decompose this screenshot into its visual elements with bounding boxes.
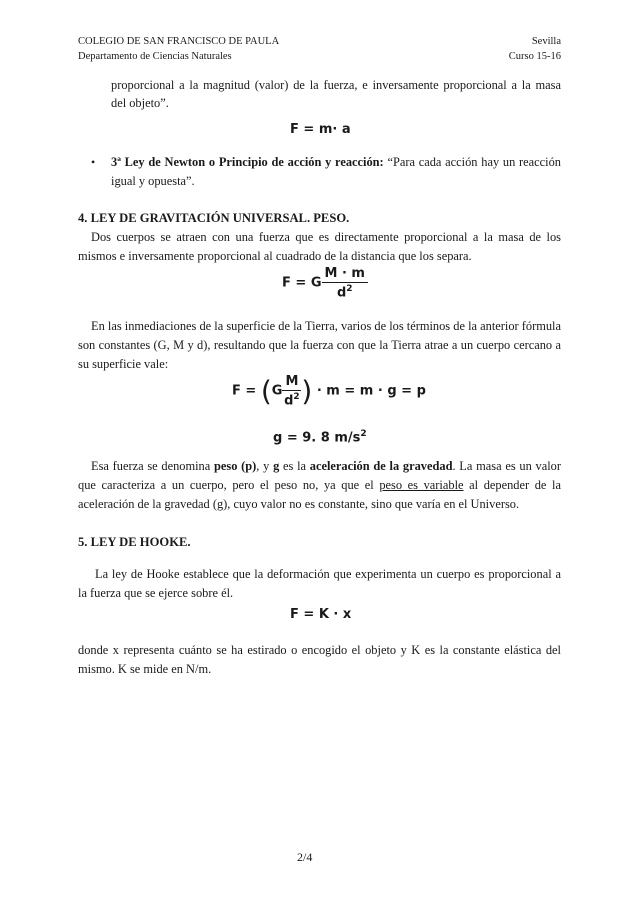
section5-para2: donde x representa cuánto se ha estirado o encogido el objeto y K es la constante elástica del mismo. K se mide en N/m.: [78, 643, 561, 676]
header-department: Departamento de Ciencias Naturales: [78, 51, 232, 62]
section4-para1: Dos cuerpos se atraen con una fuerza que es directamente proporcional a la masa de los mismos e inversamente proporcional al cuadrado de la distancia que los separa.: [78, 230, 561, 263]
third-law-paragraph: [111, 153, 561, 191]
formula-gravitation: [282, 266, 368, 300]
header-school: COLEGIO DE SAN FRANCISCO DE PAULA: [78, 36, 280, 47]
section5-heading: 5. LEY DE HOOKE.: [78, 535, 191, 549]
formula-grav-fraction: $\frac{M \cdot m}{d^2}$: [322, 266, 368, 300]
formula-weight-fraction: $\frac{M}{d^2}$: [284, 374, 300, 409]
formula-weight: F = (G $\frac{M}{d^2}$ ) · m = m · g = p: [232, 374, 426, 409]
para3-acceleration: aceleración de la gravedad: [309, 459, 453, 473]
para3-text-1: Esa fuerza se denomina: [91, 459, 214, 473]
formula-grav-num: M · m: [322, 266, 368, 283]
formula-g-text: g = 9. 8 m/s: [273, 430, 361, 446]
header-course: Curso 15-16: [508, 51, 561, 62]
section4-para2: En las inmediaciones de la superficie de la Tierra, varios de los términos de la anterior fórmula son constantes (G, M y d), resultando que la fuerza con que la Tierra atrae a un cuerpo cercano a su superficie vale:: [78, 319, 561, 371]
para3-text-3: es la: [279, 459, 310, 473]
formula-g-value: g = 9. 8 $m/s^2$: [273, 429, 367, 446]
page-number: 2/4: [297, 850, 313, 864]
section4-para3: [78, 457, 561, 514]
formula-grav-den: d: [336, 285, 347, 301]
intro-line-2: del objeto”.: [111, 96, 169, 110]
formula-f-ma: F = m· a: [290, 122, 351, 137]
section4-heading: 4. LEY DE GRAVITACIÓN UNIVERSAL. PESO.: [78, 211, 350, 225]
para3-text-2: , y: [256, 459, 274, 473]
formula-weight-lhs: F =: [232, 383, 261, 399]
formula-weight-num: M: [282, 374, 301, 391]
formula-hooke: F = K · x: [290, 607, 352, 622]
formula-weight-den: d: [284, 393, 294, 409]
para3-peso: peso (p): [214, 459, 257, 473]
third-law-text: “Para cada acción hay un reacción igual y opuesta”.: [111, 155, 562, 188]
para3-text-4: . La masa es un valor que caracteriza a un cuerpo, pero el peso no, ya que el: [78, 459, 561, 492]
intro-line-1: proporcional a la magnitud (valor) de la fuerza, e inversamente proporcional a la masa: [111, 78, 561, 92]
formula-weight-rhs: · m = m · g = p: [312, 383, 426, 399]
header-city: Sevilla: [531, 36, 561, 47]
para3-text-5: al depender de la aceleración de la gravedad (g), cuyo valor no es constante, sino que varía en el Universo.: [78, 478, 561, 511]
third-law-title: 3ª Ley de Newton o Principio de acción y reacción:: [111, 155, 384, 169]
para3-g: g: [273, 459, 280, 473]
formula-grav-lhs: F = G: [282, 275, 322, 291]
para3-peso-variable: peso es variable: [379, 478, 464, 492]
bullet-icon: •: [91, 155, 96, 169]
section5-para1: La ley de Hooke establece que la deformación que experimenta un cuerpo es proporcional a la fuerza que se ejerce sobre él.: [78, 567, 561, 600]
formula-weight-g: G: [271, 383, 283, 399]
